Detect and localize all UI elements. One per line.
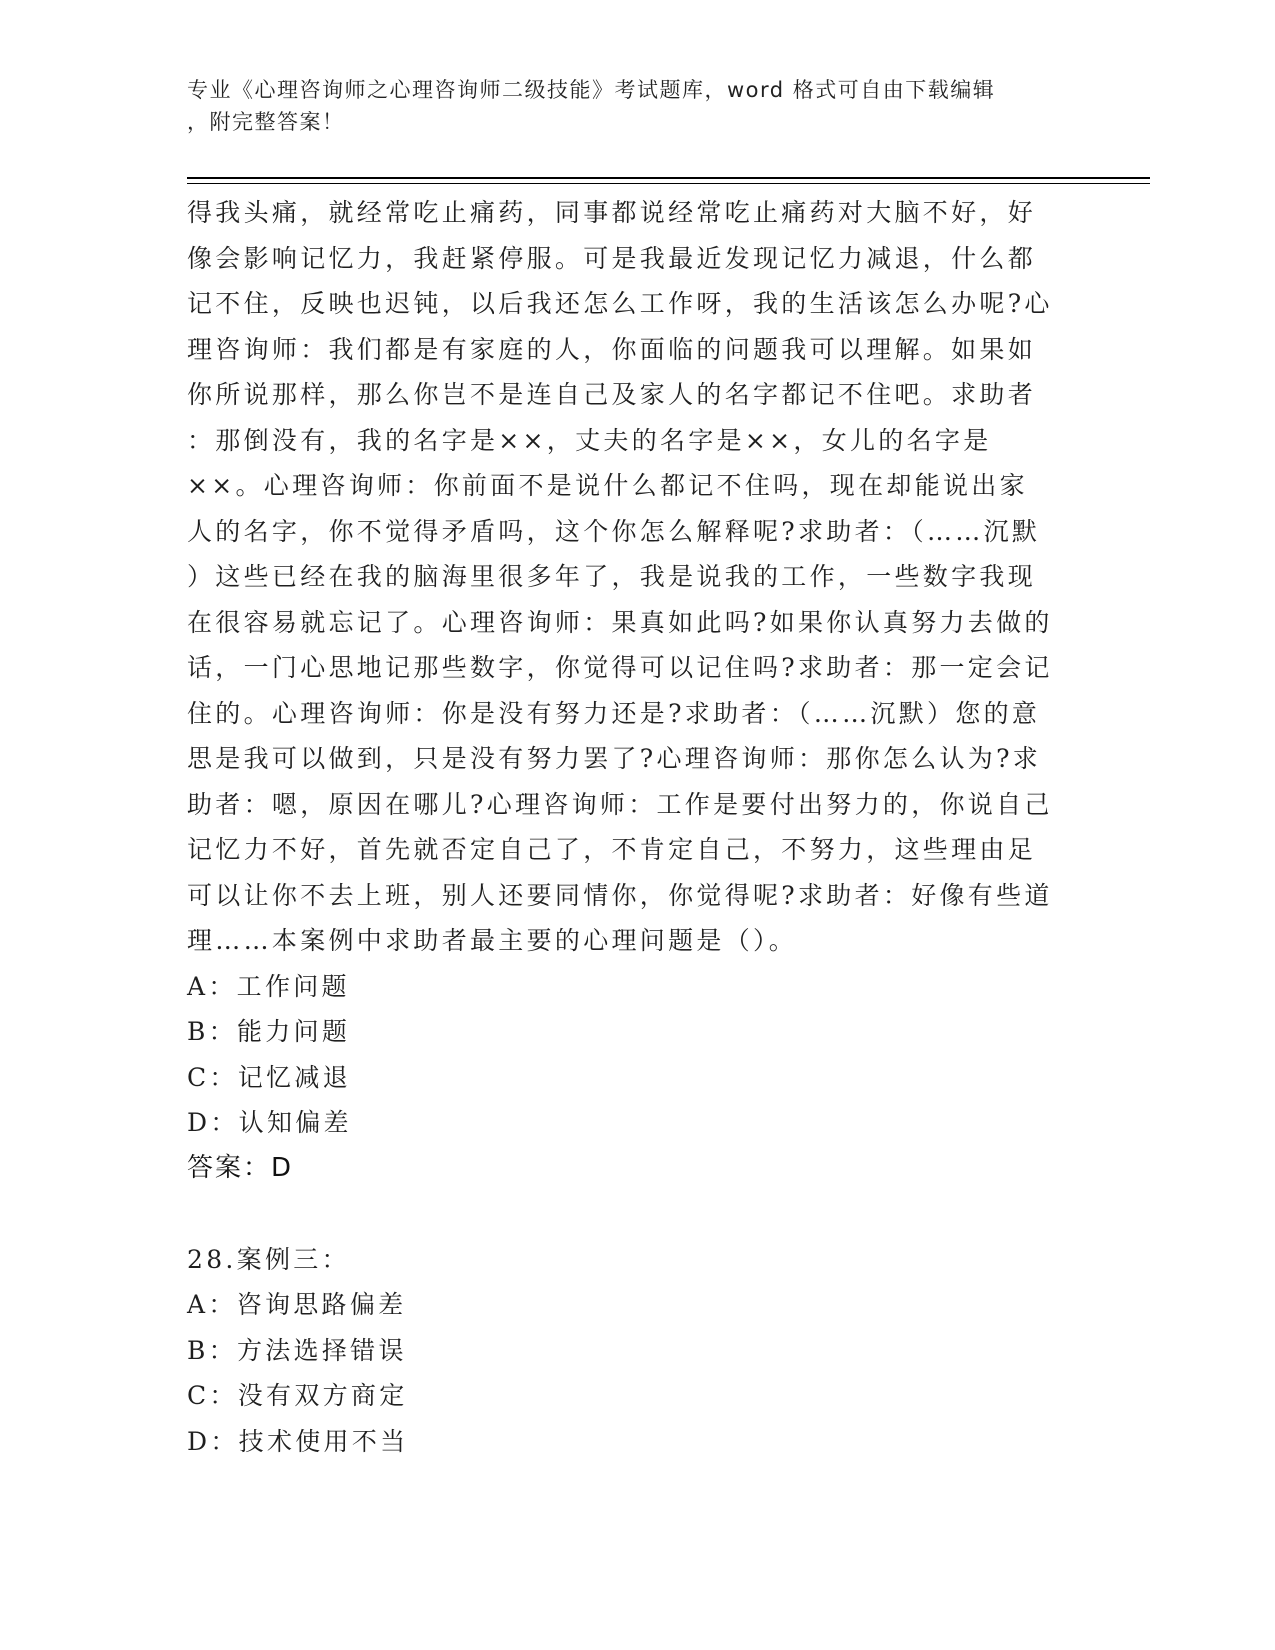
stem-line: 你所说那样，那么你岂不是连自己及家人的名字都记不住吧。求助者 (187, 380, 1037, 409)
stem-line: 助者：嗯，原因在哪儿?心理咨询师：工作是要付出努力的，你说自己 (187, 789, 1053, 819)
stem-line: 理……本案例中求助者最主要的心理问题是（）。 (187, 926, 798, 955)
stem-line: 在很容易就忘记了。心理咨询师：果真如此吗?如果你认真努力去做的 (187, 607, 1053, 637)
option-a: A：咨询思路偏差 (187, 1290, 407, 1319)
option-c: C：记忆减退 (187, 1062, 351, 1092)
stem-line: 像会影响记忆力，我赶紧停服。可是我最近发现记忆力减退，什么都 (187, 243, 1037, 273)
stem-line: 记不住，反映也迟钝，以后我还怎么工作呀，我的生活该怎么办呢?心 (187, 289, 1053, 318)
stem-line: 记忆力不好，首先就否定自己了，不肯定自己，不努力，这些理由足 (187, 835, 1037, 864)
stem-line: 理咨询师：我们都是有家庭的人，你面临的问题我可以理解。如果如 (187, 334, 1037, 364)
stem-line: 话，一门心思地记那些数字，你觉得可以记住吗?求助者：那一定会记 (187, 653, 1053, 682)
question-27-options (187, 964, 1087, 1146)
stem-line: 得我头痛，就经常吃止痛药，同事都说经常吃止痛药对大脑不好，好 (187, 198, 1037, 227)
stem-line: ××。心理咨询师：你前面不是说什么都记不住吗，现在却能说出家 (187, 471, 1028, 500)
stem-line: 住的。心理咨询师：你是没有努力还是?求助者：（……沉默）您的意 (187, 698, 1041, 728)
option-d: D：技术使用不当 (187, 1426, 409, 1456)
question-content (187, 190, 1087, 1464)
page-header (187, 74, 1087, 138)
stem-line: ：那倒没有，我的名字是××，丈夫的名字是××，女儿的名字是 (187, 425, 992, 455)
stem-line: 思是我可以做到，只是没有努力罢了?心理咨询师：那你怎么认为?求 (187, 744, 1042, 773)
stem-line: 人的名字，你不觉得矛盾吗，这个你怎么解释呢?求助者：（……沉默 (187, 516, 1041, 546)
option-c: C：没有双方商定 (187, 1381, 408, 1410)
stem-line: ）这些已经在我的脑海里很多年了，我是说我的工作，一些数字我现 (187, 562, 1037, 591)
header-line-2: ，附完整答案！ (187, 110, 345, 134)
question-27-answer: 答案：D (187, 1152, 294, 1183)
option-b: B：方法选择错误 (187, 1335, 407, 1365)
question-28-options (187, 1282, 1087, 1464)
header-divider-thick (187, 177, 1150, 179)
spacer (187, 1191, 1087, 1237)
option-a: A：工作问题 (187, 971, 350, 1001)
option-d: D：认知偏差 (187, 1108, 352, 1137)
stem-line: 可以让你不去上班，别人还要同情你，你觉得呢?求助者：好像有些道 (187, 880, 1053, 910)
question-28-title: 28.案例三： (187, 1244, 350, 1274)
option-b: B：能力问题 (187, 1017, 351, 1046)
question-27-stem (187, 190, 1087, 964)
header-line-1: 专业《心理咨询师之心理咨询师二级技能》考试题库，word 格式可自由下载编辑 (187, 78, 996, 102)
header-divider-thin (187, 183, 1150, 184)
